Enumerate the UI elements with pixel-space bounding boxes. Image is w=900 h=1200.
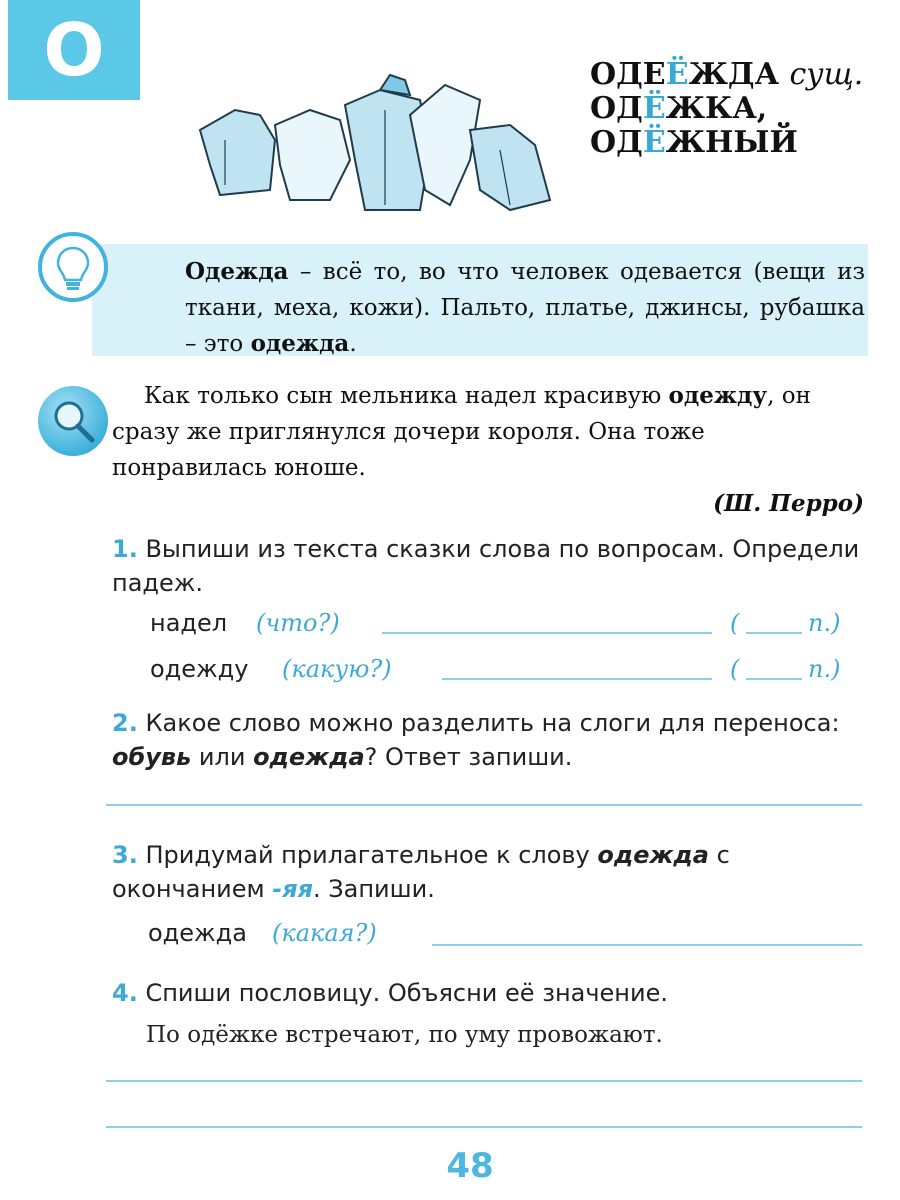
answer-line-4a[interactable]	[106, 1080, 862, 1082]
answer-line-1a[interactable]	[382, 632, 712, 634]
answer-line-1b[interactable]	[442, 678, 712, 680]
task-3-word: одежда	[148, 919, 247, 947]
definition-text: Одежда – всё то, во что человек одевается (вещи из ткани, меха, кожи). Пальто, платье, джинсы, рубашка – это одежда.	[185, 258, 865, 357]
answer-line-2[interactable]	[106, 804, 862, 806]
case-close-2: п.)	[808, 655, 841, 683]
proverb: По одёжке встречают, по уму провожают.	[146, 1022, 663, 1048]
headword-main: ОДЕЁЖДА сущ.	[590, 57, 864, 92]
headword-form-2: ОДЁЖКА,	[590, 91, 768, 126]
page-number: 48	[446, 1146, 494, 1186]
case-blank-2[interactable]	[746, 678, 802, 680]
task-4-instruction: 4. Спиши пословицу. Объясни её значение.	[112, 979, 668, 1007]
part-of-speech: сущ.	[789, 57, 864, 92]
task-3-instruction: 3. Придумай прилагательное к слову одежда с окончанием -яя. Запиши.	[112, 841, 730, 903]
answer-line-3[interactable]	[432, 944, 862, 946]
task-1-word-2: одежду	[150, 655, 249, 683]
case-blank-1[interactable]	[746, 632, 802, 634]
lightbulb-icon	[38, 232, 108, 302]
answer-line-4b[interactable]	[106, 1126, 862, 1128]
task-1-question-2: (какую?)	[282, 655, 392, 683]
task-1-instruction: 1. Выпиши из текста сказки слова по вопросам. Определи падеж.	[112, 535, 860, 597]
task-1-word-1: надел	[150, 609, 228, 637]
fairy-tale-quote: Как только сын мельника надел красивую одежду, он сразу же приглянулся дочери короля. Она тоже понравилась юноше. (Ш. Перро)	[112, 378, 864, 522]
case-open-1: (	[730, 609, 740, 637]
task-2-instruction: 2. Какое слово можно разделить на слоги для переноса: обувь или одежда? Ответ запиши.	[112, 709, 840, 771]
clothing-illustration	[180, 70, 570, 220]
quote-author: (Ш. Перро)	[713, 490, 864, 517]
case-close-1: п.)	[808, 609, 841, 637]
headword-form-3: ОДЁЖНЫЙ	[590, 125, 798, 160]
task-3-question: (какая?)	[272, 919, 377, 947]
case-open-2: (	[730, 655, 740, 683]
section-letter: О	[43, 8, 105, 92]
task-1-question-1: (что?)	[256, 609, 340, 637]
magnifier-icon	[38, 386, 108, 456]
